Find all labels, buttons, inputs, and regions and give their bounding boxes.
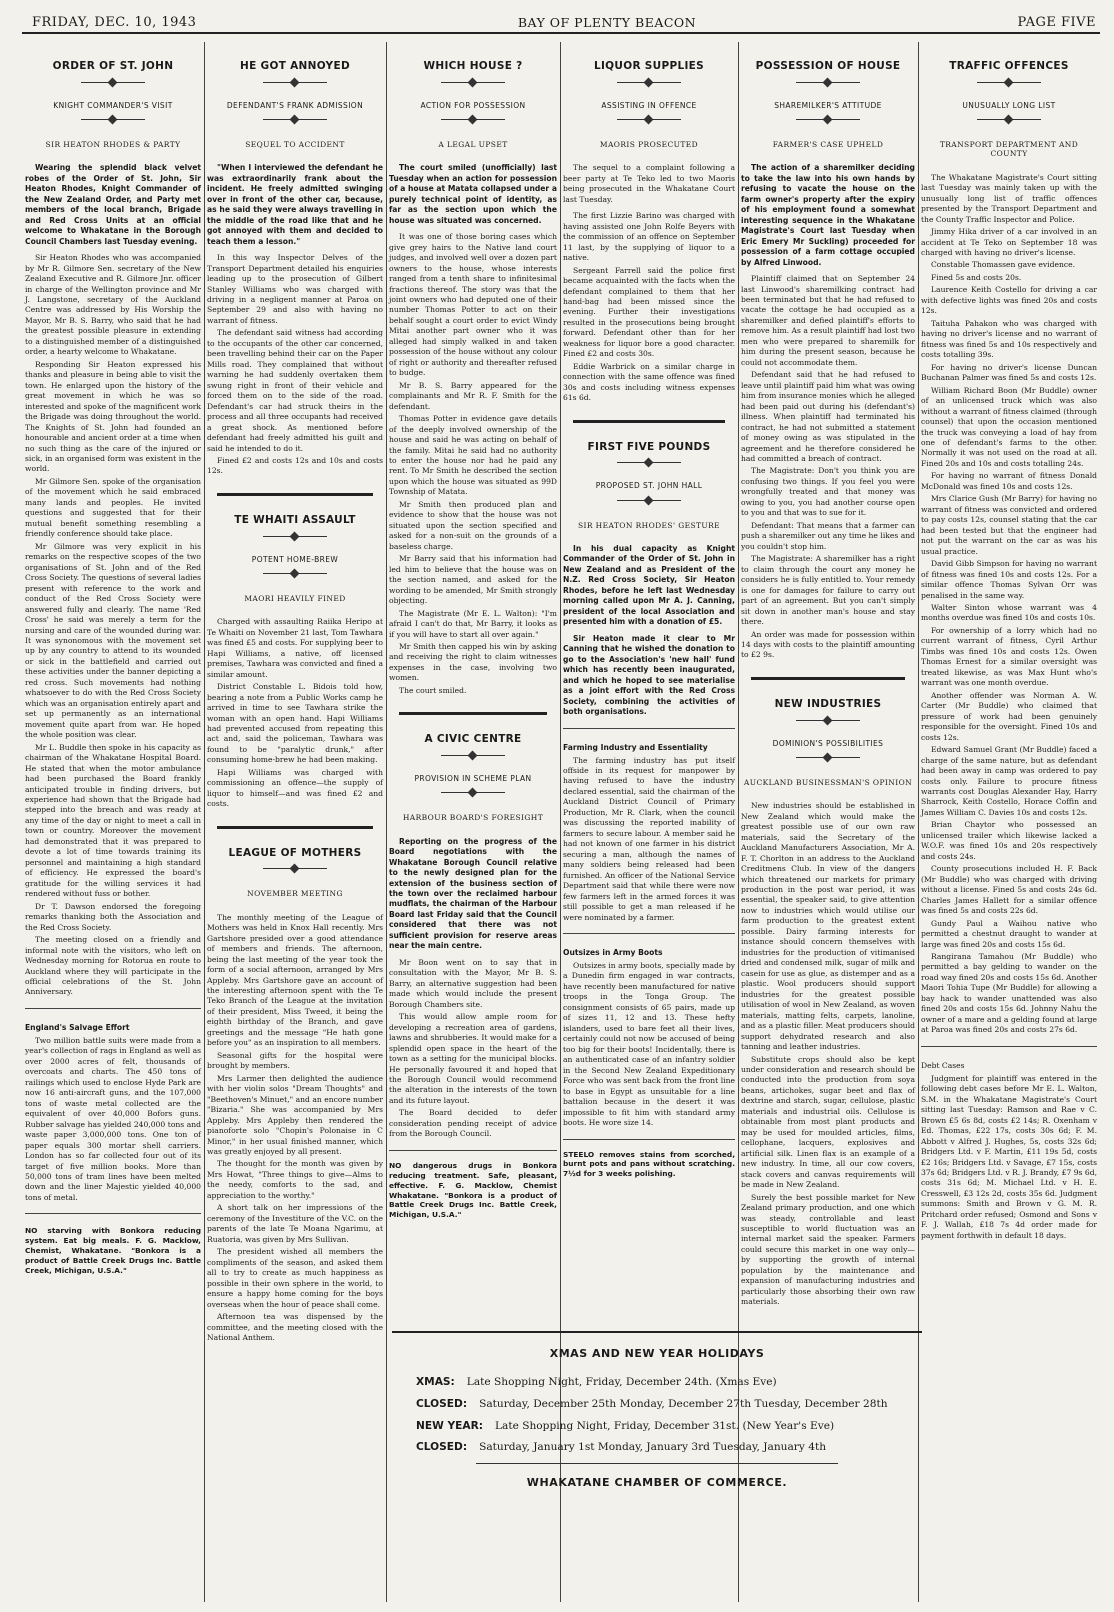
paragraph: A short talk on her impressions of the ceremony of the Investiture of the V.C. on the parents of the late Te Moana Ngarimu, at Ruatoria, was given by Mrs Sullivan. xyxy=(207,1203,383,1244)
paragraph: Mr L. Buddle then spoke in his capacity as chairman of the Whakatane Hospital Board. He stated that when the motor ambulance had been purchased the Board frankly anticipated trouble in finding drivers, but experience had shown that the Brigade had stepped into the breach and was ready at any time of the day or night to meet a call in town or country. Moreover the movement had demonstrated that it was prepared to devote a lot of time towards training its personnel and maintaining a high standard of efficiency. He expressed the board's gratitude for the willing services it had rendered without fuss or bother. xyxy=(25,742,201,899)
headline-league-of-mothers: LEAGUE OF MOTHERS xyxy=(228,846,362,859)
subhead: SIR HEATON RHODES' GESTURE xyxy=(577,520,721,530)
paragraph: Surely the best possible market for New Zealand primary production, and one which was steady, controllable and least susceptible to world fluctuation was an internal market said the speaker. Farmers could secure this market in one way only—by supporting the growth of internal population by the maintenance and expansion of manufacturing industries and particularly those absorbing their own raw materials. xyxy=(741,1192,915,1307)
article-lead: The action of a sharemilker deciding to take the law into his own hands by refusing to vacate the house on the farm owner's property after the expiry of his employment found a somewhat interesting sequence in the Whakatane Magistrate's Court last Tuesday when Eric Emery Mr Suckling) proceeded for possession of a farm cottage occupied by Alfred Linwood. xyxy=(741,163,915,267)
paragraph: Two million battle suits were made from a year's collection of rags in England as well as over 2000 acres of felt, thousands of overcoats and charts. The 450 tons of railings which used to enclose Hyde Park are now 16 anti-aircraft guns, and the 107,000 tons of waste metal collected are the equivalent of over 40,000 Bofors guns. Rubber salvage has yielded 240,000 tons and waste paper 3,000,000 tons. One ton of paper equals 300 mortar shell carriers. London has so far collected four out of its target of five million books. More than 50,000 tons of tram lines have been melted down and the liner Majestic yielded 40,000 tons of metal. xyxy=(25,1035,201,1202)
paragraph: New industries should be established in New Zealand which would make the greatest possible use of our own raw materials, said the Secretary of the Auckland Manufacturers Association, Mr A. F. T. Chorlton in an address to the Auckland Creditmens Club. In view of the dangers which threatened our markets for primary production in the post war period, it was essential, the speaker said, to give attention now to industries which would utilise our farm production to the greatest extent possible. Dairy farming interests for instance should concern themselves with industries for the production of vitimanised dried and condensed milk, sugar of milk and casein for use as glue, as distemper and as a plastic. Wool producers should support industries for the greatest possible utilisation of wool in New Zealand, as woven materials, matting felts, carpets, lanoline, and as a plastic filler. Meat producers should support dehydrated research and also tanning and leather industries. xyxy=(741,801,915,1052)
subhead: DOMINION'S POSSIBILITIES xyxy=(772,738,884,748)
paragraph: Fined £2 and costs 12s and 10s and costs 12s. xyxy=(207,456,383,476)
paragraph: Mr Smith then produced plan and evidence to show that the house was not situated upon the section specified and asked for a non-suit on the grounds of a baseless charge. xyxy=(389,499,557,551)
ad-footer: WHAKATANE CHAMBER OF COMMERCE. xyxy=(526,1476,788,1490)
paragraph: Laurence Keith Costello for driving a car with defective lights was fined 20s and costs 12s. xyxy=(921,285,1097,316)
subhead: DEFENDANT'S FRANK ADMISSION xyxy=(226,100,364,110)
column-6 xyxy=(918,42,1100,1602)
paragraph: For ownership of a lorry which had no current warrant of fitness, Cyril Arthur Timbs was fined 10s and costs 12s. Owen Thomas Ernest for a similar oversight was treated likewise, as was Max Hunt who's warrant was one month overdue. xyxy=(921,625,1097,688)
article-lead: The court smiled (unofficially) last Tuesday when an action for possession of a house at Matata collapsed under a purely technical point of identity, as far as the section upon which the house was situated was concerned. xyxy=(389,163,557,225)
paragraph: This would allow ample room for developing a recreation area of gardens, lawns and shrubberies. It would make for a splendid open space in the heart of the town as a setting for the municipal blocks. He personally favoured it and hoped that the Borough Council would recommend the alteration in the interests of the town and its future layout. xyxy=(389,1012,557,1105)
ad-row: CLOSED: Saturday, December 25th Monday, December 27th Tuesday, December 28th xyxy=(416,1397,888,1410)
paragraph: Seasonal gifts for the hospital were brought by members. xyxy=(207,1050,383,1071)
paragraph: The Board decided to defer consideration pending receipt of advice from the Borough Council. xyxy=(389,1108,557,1139)
paragraph: Outsizes in army boots, specially made by a Dunedin firm engaged in war contracts, have recently been manufactured for native troops in the Tonga Group. The consignment consists of 65 pairs, made up of sizes 11, 12 and 13. These hefty islanders, used to bare feet all their lives, certainly could not now be accused of being too big for their boots! Incidentally, there is an authenticated case of an infantry soldier in the Second New Zealand Expeditionary Force who was sent back from the front line to base in Egypt as unsuitable for a line battalion because in the desert it was impossible to fit him with standard army boots. He wore size 14. xyxy=(563,961,735,1128)
paragraph: An order was made for possession within 14 days with costs to the plaintiff amounting to £2 9s. xyxy=(741,629,915,660)
paragraph: Defendant: That means that a farmer can push a sharemilker out any time he likes and you couldn't stop him. xyxy=(741,520,915,551)
paragraph: Sergeant Farrell said the police first became acquainted with the facts when the defendant complained to them that her hand-bag had been missed since the evening. Further their investigations resulted in the prosecutions being brought forward. Defendant other than for her weakness for liquor bore a good character. Fined £2 and costs 30s. xyxy=(563,265,735,359)
masthead xyxy=(22,6,1100,34)
headline-civic-centre: A CIVIC CENTRE xyxy=(424,733,522,746)
subhead: SEQUEL TO ACCIDENT xyxy=(245,139,345,149)
article-lead: In his dual capacity as Knight Commander of the Order of St. John in New Zealand and as President of the N.Z. Red Cross Society, Sir Heaton Rhodes, before he left last Wednesday morning called upon Mr A. J. Canning, president of the local Association and presented him with a donation of £5. xyxy=(563,544,735,627)
advertisement: STEELO removes stains from scorched, burnt pots and pans without scratching. 7½d for 3 weeks polishing. xyxy=(563,1149,735,1179)
column-4 xyxy=(560,42,738,1332)
ad-row: NEW YEAR: Late Shopping Night, Friday, December 31st. (New Year's Eve) xyxy=(416,1419,835,1432)
newspaper-page xyxy=(22,6,1100,1606)
paragraph: County prosecutions included H. F. Back (Mr Buddle) who was charged with driving without a license. Fined 5s and costs 24s 6d. Charles James Hallett for a similar offence was fined 5s and costs 22s 6d. xyxy=(921,864,1097,916)
article-lead: "When I interviewed the defendant he was extraordinarily frank about the incident. He freely admitted swinging over in front of the other car, because, as he said they were always travelling in the middle of the road like that and he got annoyed with them and decided to teach them a lesson." xyxy=(207,163,383,246)
paragraph: William Richard Boon (Mr Buddle) owner of an unlicensed truck which was also without a warrant of fitness claimed (through counsel) that upon the occasion mentioned the truck was conveying a load of hay from one of defendant's farms to the other. Normally it was not used on the road at all. Fined 20s and 10s and costs totalling 24s. xyxy=(921,385,1097,468)
subhead: ACTION FOR POSSESSION xyxy=(420,100,526,110)
paragraph: The Whakatane Magistrate's Court sitting last Tuesday was mainly taken up with the unusually long list of traffic offences presented by the Transport Department and the County Traffic Inspector and Police. xyxy=(921,172,1097,224)
article-lead: Reporting on the progress of the Board negotiations with the Whakatane Borough Council relative to the newly designed plan for the extension of the business section of the town over the reclaimed harbour mudflats, the chairman of the Harbour Board last Friday said that the Council considered that there was not sufficient provision for reserve areas near the main centre. xyxy=(389,836,557,951)
paragraph: Afternoon tea was dispensed by the committee, and the meeting closed with the National Anthem. xyxy=(207,1312,383,1342)
subhead: A LEGAL UPSET xyxy=(438,139,508,149)
paragraph: Taituha Pahakon who was charged with having no driver's license and no warrant of fitness was fined 5s and 10s respectively and costs totalling 39s. xyxy=(921,318,1097,360)
article-lead: Sir Heaton made it clear to Mr Canning that he wished the donation to go to the Association's 'new hall' fund which has recently been inaugurated, and which he hoped to see materialise as a joint effort with the Red Cross Society, combining the activities of both organisations. xyxy=(563,633,735,717)
paragraph: The Magistrate: Don't you think you are confusing two things. If you feel you were wrongfully treated and that money was owing to you, you had another course open to you and that was to sue for it. xyxy=(741,466,915,518)
section-heading: Outsizes in Army Boots xyxy=(563,948,663,957)
subhead: POTENT HOME-BREW xyxy=(251,554,339,564)
paragraph: Sir Heaton Rhodes who was accompanied by Mr R. Gilmore Sen. secretary of the New Zealand Executive and R. Gilmore Jnr. officer in charge of the Wellington province and Mr J. Langstone, secretary of the Auckland Centre was addressed by His Worship the Mayor, Mr B. S. Barry, who said that he had the greatest possible pleasure in extending to a distinguished member of a distinguished order, a hearty welcome to Whakatane. xyxy=(25,253,201,357)
paragraph: David Gibb Simpson for having no warrant of fitness was fined 10s and costs 12s. For a similar offence Thomas Sylvan Orr was penalised in the same way. xyxy=(921,559,1097,600)
headline-which-house: WHICH HOUSE ? xyxy=(423,60,523,72)
headline-new-industries: NEW INDUSTRIES xyxy=(774,697,882,710)
paragraph: Dr T. Dawson endorsed the foregoing remarks thanking both the Association and the Red Cross Society. xyxy=(25,901,201,932)
headline-te-whaiti: TE WHAITI ASSAULT xyxy=(234,513,356,526)
subhead: NOVEMBER MEETING xyxy=(247,889,343,899)
paragraph: The president wished all members the compliments of the season, and asked them all to try to create as much happiness as possible in their own sphere in the world, to ensure a happy home coming for the boys overseas when the hour of peace shall come. xyxy=(207,1247,383,1309)
paragraph: Responding Sir Heaton expressed his thanks and pleasure in being able to visit the town. He enlarged upon the history of the great movement in which he was so interested and spoke of the magnificent work the Brigade was doing throughout the world. The Knights of St. John had founded an honourable and ancient order at a time when no such thing as the care of the injured or sick, in an organised form was existent in the world. xyxy=(25,359,201,474)
holidays-advertisement xyxy=(392,1331,922,1561)
paragraph: The defendant said witness had according to the occupants of the other car concerned, been travelling behind their car on the Paper Mills road. They complained that without warning he had suddenly overtaken them swung right in front of their vehicle and forced them on to the side of the road. Defendant's car had struck theirs in the process and all three occupants had received a great shock. As mentioned before defendant had freely admitted his guilt and said he intended to do it. xyxy=(207,328,383,453)
paragraph: Rangirana Tamahou (Mr Buddle) who permitted a bay gelding to wander on the road way fined 20s and costs 15s 6d. Another Maori Tohia Tupe (Mr Buddle) for allowing a bay hack to wander unattended was also fined 20s and costs 15s 6d. Johnny Nahu the owner of a mare and a gelding found at large at Paroa was fined 20s and costs 27s 6d. xyxy=(921,952,1097,1035)
paragraph: It was one of those boring cases which give grey hairs to the Native land court judges, and involved well over a dozen part owners to the house, whose interests ranged from a tenth share to infinitesimal fractions thereof. The story was that the joint owners who had deputed one of their number Thomas Potter to act on their behalf sought a court order to evict Windy Mitai another part owner who it was alleged had simply walked in and taken possession of the house without any colour of right or authority and thereafter refused to budge. xyxy=(389,232,557,378)
section-heading: Debt Cases xyxy=(921,1060,965,1070)
headline-traffic-offences: TRAFFIC OFFENCES xyxy=(949,60,1069,72)
headline-first-five-pounds: FIRST FIVE POUNDS xyxy=(587,440,711,453)
subhead: SHAREMILKER'S ATTITUDE xyxy=(774,100,882,110)
headline-order-st-john: ORDER OF ST. JOHN xyxy=(52,60,174,72)
paragraph: Walter Sinton whose warrant was 4 months overdue was fined 10s and costs 10s. xyxy=(921,603,1097,623)
ad-title: XMAS AND NEW YEAR HOLIDAYS xyxy=(549,1347,765,1360)
paragraph: Gundy Paul a Waihou native who permitted a chestnut draught to wander at large was fined 20s and costs 15s 6d. xyxy=(921,918,1097,949)
section-heading: Farming Industry and Essentiality xyxy=(563,742,708,752)
paragraph: The court smiled. xyxy=(399,685,467,695)
subhead: PROPOSED ST. JOHN HALL xyxy=(595,481,703,491)
paragraph: Mr Barry said that his information had led him to believe that the house was on the section named, and asked for the wording to be amended, Mr Smith strongly objecting. xyxy=(389,554,557,606)
paragraph: Plaintiff claimed that on September 24 last Linwood's sharemilking contract had been terminated but that he had refused to vacate the cottage he had occupied as a sharemilker and defied plaintiff's efforts to remove him. As a result plaintiff had lost two men who were prepared to sharemilk for him during the present season, because he could not accommodate them. xyxy=(741,274,915,367)
paragraph: For having no driver's license Duncan Buchanan Palmer was fined 5s and costs 12s. xyxy=(921,362,1097,383)
paragraph: Judgment for plaintiff was entered in the following debt cases before Mr E. L. Walton, S.M. in the Whakatane Magistrate's Court sitting last Tuesday: Ramson and Rae v C. Brown £5 6s 8d, costs £2 14s; R. Oxenham v Ed. Thomas, £22 17s, costs 30s 6d; F. M. Abbott v Alfred J. Hughes, 5s, costs 32s 6d; Bridgers Ltd. v F. Martin, £11 19s 5d, costs £2 16s; Bridgers Ltd. v Savage, £7 15s, costs 37s 6d; Bridgers Ltd. v R. J. Brandy, £7 9s 6d, costs 31s 6d; M. Michael Ltd. v H. E. Cresswell, £3 12s 2d, costs 35s 6d. Judgment summons: Smith and Brown v G. M. R. Pritchard order refused; Osmond and Sons v F. J. Wallah, £18 7s 4d order made for payment forthwith in default 18 days. xyxy=(921,1073,1097,1240)
paragraph: Mr B. S. Barry appeared for the complainants and Mr R. F. Smith for the defendant. xyxy=(389,380,557,411)
paragraph: Defendant said that he had refused to leave until plaintiff paid him what was owing him from insurance monies which he alleged had been paid out during his (defendant's) illness. When plaintiff had terminated his contract, he had not submitted a statement of money owing as was stipulated in the agreement and he therefore considered he had committed a breach of contract. xyxy=(741,370,915,463)
paragraph: Mr Smith then capped his win by asking and receiving the right to claim witnesses expenses in the case, involving two women. xyxy=(389,641,557,683)
paragraph: Mrs Clarice Gush (Mr Barry) for having no warrant of fitness was convicted and ordered to pay costs 12s, counsel stating that the car had been tested but that the engineer had not put the warrant on the car as was his usual practice. xyxy=(921,494,1097,556)
subhead: MAORI HEAVILY FINED xyxy=(244,593,346,603)
paragraph: Mr Boon went on to say that in consultation with the Mayor, Mr B. S. Barry, an alternative suggestion had been made which would include the present Borough Chambers site. xyxy=(389,957,557,1009)
paragraph: Another offender was Norman A. W. Carter (Mr Buddle) who claimed that pressure of work had been genuinely responsible for the oversight. Fined 10s and costs 12s. xyxy=(921,690,1097,742)
paragraph: Mrs Larmer then delighted the audience with her violin solos "Dream Thoughts" and "Beethoven's Minuet," and an encore number "Bizaria." She was accompanied by Mrs Appleby. Mrs Appleby then rendered the pianoforte solo "Chopin's Polonaise in C Minor," in her usual finished manner, which was greatly enjoyed by all present. xyxy=(207,1073,383,1156)
advertisement: NO starving with Bonkora reducing system. Eat big meals. F. G. Macklow, Chemist, Whakatane. "Bonkora is a product of Battle Creek Drugs Inc. Battle Creek, Michigan, U.S.A." xyxy=(25,1226,201,1276)
paragraph: The farming industry has put itself offside in its request for manpower by having refused to have the industry declared essential, said the chairman of the Auckland District Council of Primary Production, Mr R. Clark, when the council was discussing the reported inability of farmers to secure labour. A member said he had not known of one farmer in his district securing a man, although the names of many soldiers being released had been furnished. An officer of the National Service Department said that while there were now few farmers left in the armed forces it was still possible to get a man released if he were nominated by a farmer. xyxy=(563,755,735,922)
ad-row: XMAS: Late Shopping Night, Friday, December 24th. (Xmas Eve) xyxy=(416,1376,777,1388)
paragraph: The first Lizzie Barino was charged with having assisted one John Rolfe Beyers with the commission of an offence on September 11 last, by the supplying of liquor to a native. xyxy=(563,211,735,263)
paragraph: The monthly meeting of the League of Mothers was held in Knox Hall recently. Mrs Gartshore presided over a good attendance of members and friends. The afternoon, being the last meeting of the year took the form of a social afternoon, arranged by Mrs Appleby. Mrs Gartshore gave an account of the interesting afternoon spent with the Te Teko Branch of the League at the invitation of their president, Miss Tweed, it being the eighth birthday of the Branch, and gave greetings and the message "He hath gone before you" as an inspiration to all members. xyxy=(207,912,383,1048)
paragraph: The Magistrate: A sharemilker has a right to claim through the court any money he considers he is fully entitled to. Your remedy is one for damages for failure to carry out part of an agreement. But you can't simply sit down in another man's house and stay there. xyxy=(741,554,915,627)
paragraph: Mr Gilmore was very explicit in his remarks on the respective scopes of the two organisations of St. John and of the Red Cross Society. The questions of several ladies present with reference to the work and conduct of the Red Cross Society were answered fully and clearly. The name 'Red Cross' he said was merely a term for the nursing and care of the wounded during war. It was synonomous with the movement set up by any country to attend to its wounded or sick in the battlefield and carried out these activities under the banner depicting a red cross. Such movements had nothing whatsoever to do with the Red Cross Society which was an organisation entirely apart and set up permanently as an international movement quite apart from war. He hoped the whole position was clear. xyxy=(25,541,201,740)
paragraph: Edward Samuel Grant (Mr Buddle) faced a charge of the same nature, but as defendant had been away in camp was ordered to pay costs only. Failure to procure fitness warrants cost Douglas Alexander Hay, Harry Sharrock, Keith Costello, Horace Coffin and James William C. Davies 10s and costs 12s. xyxy=(921,745,1097,817)
subhead: HARBOUR BOARD'S FORESIGHT xyxy=(402,813,544,823)
paragraph: Fined 5s and costs 20s. xyxy=(931,272,1022,282)
advertisement: NO dangerous drugs in Bonkora reducing treatment. Safe, pleasant, effective. F. G. Macklow, Chemist Whakatane. "Bonkora is a product of Battle Creek Drugs Inc. Battle Creek, Michigan, U.S.A." xyxy=(389,1160,557,1220)
paragraph: The meeting closed on a friendly and informal note with the visitors, who left on Wednesday morning for Rotorua en route to Auckland where they will participate in the official celebrations of the St. John Anniversary. xyxy=(25,935,201,997)
subhead: MAORIS PROSECUTED xyxy=(599,139,699,149)
column-2 xyxy=(204,42,386,1602)
headline-he-got-annoyed: HE GOT ANNOYED xyxy=(240,60,350,72)
masthead-page: PAGE FIVE xyxy=(1017,15,1096,30)
article-lead: Wearing the splendid black velvet robes of the Order of St. John, Sir Heaton Rhodes, Knight Commander of the New Zealand Order, and Party met members of the local branch, Brigade and Red Cross Units at an official welcome to Whakatane in the Borough Council Chambers last Tuesday evening. xyxy=(25,163,201,246)
paragraph: Hapi Williams was charged with commissioning an offence—the supply of liquor to himself—and was fined £2 and costs. xyxy=(207,767,383,809)
subhead: UNUSUALLY LONG LIST xyxy=(962,100,1056,110)
ad-row: CLOSED: Saturday, January 1st Monday, January 3rd Tuesday, January 4th xyxy=(416,1441,827,1454)
subhead: FARMER'S CASE UPHELD xyxy=(772,139,884,149)
subhead: ASSISTING IN OFFENCE xyxy=(601,100,697,110)
masthead-title: BAY OF PLENTY BEACON xyxy=(517,15,697,30)
section-heading: England's Salvage Effort xyxy=(25,1022,130,1032)
subhead: KNIGHT COMMANDER'S VISIT xyxy=(53,100,173,110)
paragraph: Substitute crops should also be kept under consideration and research should be conducted into the production from soya beans, artichokes, sugar beet and flax of dextrine and starch, sugar, cellulose, plastic materials and industrial oils. Cellulose is obtainable from most plant products and may be used for moulded articles, films, cellophane, lacquers, explosives and artificial silk. Linen flax is an example of a new industry. In time, all our cow covers, stack covers and canvas requirements will be made in New Zealand. xyxy=(741,1054,915,1190)
headline-possession-of-house: POSSESSION OF HOUSE xyxy=(755,60,901,72)
paragraph: Jimmy Hika driver of a car involved in an accident at Te Teko on September 18 was charged with having no driver's license. xyxy=(921,227,1097,257)
paragraph: Thomas Potter in evidence gave details of the deeply involved ownership of the house and said he was acting on behalf of the family. Mitai he said had no authority to enter the house nor had he paid any rent. To Mr Smith he described the section upon which the house was situated as 99D Township of Matata. xyxy=(389,414,557,497)
subhead: TRANSPORT DEPARTMENT AND COUNTY xyxy=(939,139,1079,159)
paragraph: Charged with assaulting Raiika Heripo at Te Whaiti on November 21 last, Tom Tawhara was fined £5 and costs. For supplying beer to Hapi Williams, a native, off licensed premises, Tawhara was convicted and fined a similar amount. xyxy=(207,617,383,679)
paragraph: Constable Thomassen gave evidence. xyxy=(931,260,1075,270)
paragraph: District Constable L. Bidois told how, bearing a note from a Public Works camp he arrived in time to see Tawhara strike the woman with an open hand. Hapi Williams had prevented accused from repeating this act and, said the policeman, Tawhara was found to be "paralytic drunk," after consuming home-brew he had been making. xyxy=(207,682,383,765)
paragraph: The thought for the month was given by Mrs Howat, "Three things to give—Alms to the needy, comforts to the sad, and appreciation to the worthy." xyxy=(207,1159,383,1200)
paragraph: Eddie Warbrick on a similar charge in connection with the same offence was fined 30s and costs including witness expenses 61s 6d. xyxy=(563,361,735,403)
paragraph: Mr Gilmore Sen. spoke of the organisation of the movement which he said embraced many lands and peoples. He invited questions and suggested that for their mutual benefit something resembling a friendly conference should take place. xyxy=(25,476,201,539)
masthead-date: FRIDAY, DEC. 10, 1943 xyxy=(32,15,197,30)
article-lead: The sequel to a complaint following a beer party at Te Teko led to two Maoris being prosecuted in the Whakatane Court last Tuesday. xyxy=(563,163,735,204)
subhead: PROVISION IN SCHEME PLAN xyxy=(414,773,532,783)
column-3 xyxy=(386,42,560,1332)
subhead: AUCKLAND BUSINESSMAN'S OPINION xyxy=(743,777,913,787)
subhead: SIR HEATON RHODES & PARTY xyxy=(45,139,181,149)
column-1 xyxy=(22,42,204,1602)
paragraph: The Magistrate (Mr E. L. Walton): "I'm afraid I can't do that, Mr Barry, it looks as if you will have to start all over again." xyxy=(389,608,557,639)
headline-liquor-supplies: LIQUOR SUPPLIES xyxy=(593,60,705,72)
paragraph: For having no warrant of fitness Donald McDonald was fined 10s and costs 12s. xyxy=(921,471,1097,491)
paragraph: Brian Chaytor who possessed an unlicensed trailer which likewise lacked a W.O.F. was fined 10s and 20s respectively and costs 24s. xyxy=(921,820,1097,861)
paragraph: In this way Inspector Delves of the Transport Department detailed his enquiries leading up to the prosecution of Gilbert Stanley Williams who was charged with driving in a negligent manner at Paroa on September 29 and also with having no warrant of fitness. xyxy=(207,253,383,325)
